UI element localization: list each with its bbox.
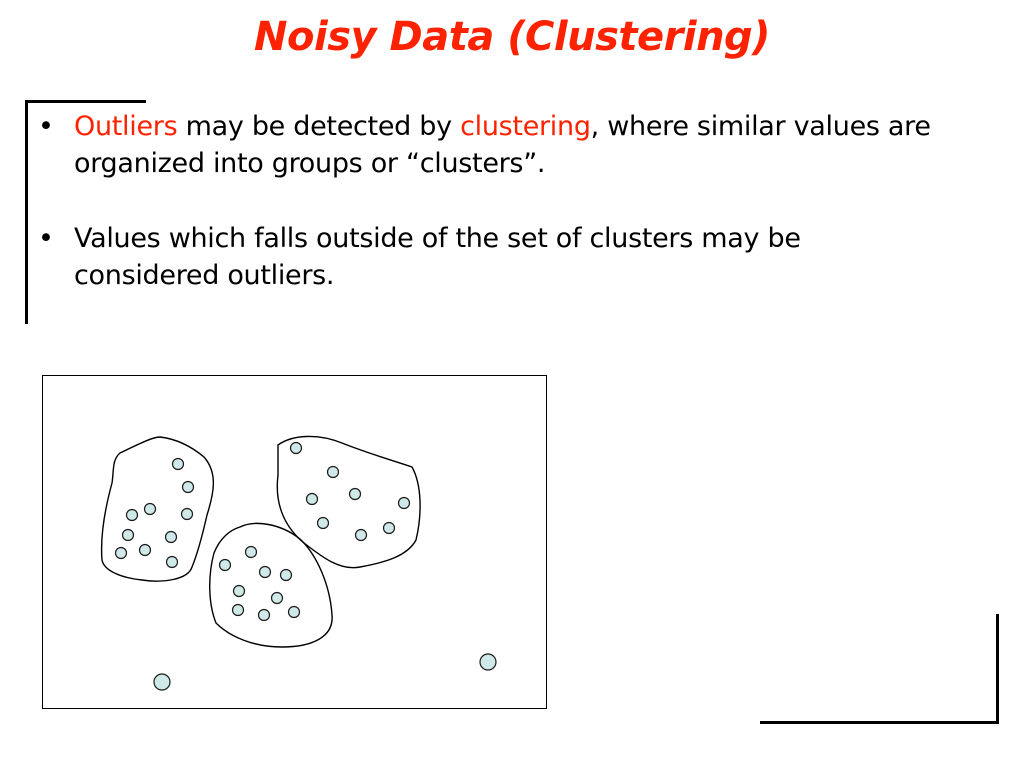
bracket-bottom-right-vertical bbox=[996, 614, 999, 724]
data-point bbox=[281, 570, 292, 581]
data-point bbox=[173, 459, 184, 470]
outlier-point bbox=[480, 654, 496, 670]
bullet-item bbox=[34, 220, 934, 294]
data-point bbox=[145, 504, 156, 515]
data-point bbox=[328, 467, 339, 478]
data-point bbox=[127, 510, 138, 521]
bullet-text: Values which falls outside of the set of clusters may be considered outliers. bbox=[74, 223, 801, 291]
data-point bbox=[318, 518, 329, 529]
bracket-top-left-vertical bbox=[25, 100, 28, 324]
data-point bbox=[233, 605, 244, 616]
bracket-top-left-horizontal bbox=[25, 100, 146, 103]
bullet-list bbox=[34, 108, 934, 294]
data-point bbox=[167, 557, 178, 568]
highlight-term-clustering: clustering bbox=[460, 111, 591, 142]
slide-title: Noisy Data (Clustering) bbox=[254, 14, 770, 60]
data-point bbox=[259, 610, 270, 621]
data-point bbox=[246, 547, 257, 558]
bullet-symbol: • bbox=[38, 223, 54, 254]
diagram-frame bbox=[43, 376, 547, 709]
outlier-point bbox=[154, 674, 170, 690]
data-point bbox=[182, 509, 193, 520]
bullet-text: may be detected by bbox=[177, 111, 461, 142]
data-point bbox=[234, 586, 245, 597]
highlight-term-outliers: Outliers bbox=[74, 111, 178, 142]
data-point bbox=[183, 482, 194, 493]
bullet-text: , where similar values are organized into groups or “clusters”. bbox=[74, 111, 931, 179]
data-point bbox=[260, 567, 271, 578]
cluster-diagram bbox=[42, 375, 547, 709]
data-point bbox=[307, 494, 318, 505]
data-point bbox=[220, 560, 231, 571]
data-point bbox=[140, 545, 151, 556]
data-point bbox=[116, 548, 127, 559]
bracket-bottom-right-horizontal bbox=[760, 721, 999, 724]
data-point bbox=[384, 523, 395, 534]
data-point bbox=[356, 530, 367, 541]
data-point bbox=[291, 443, 302, 454]
data-point bbox=[123, 530, 134, 541]
data-point bbox=[272, 593, 283, 604]
bullet-item bbox=[34, 108, 934, 182]
bullet-symbol: • bbox=[38, 111, 54, 142]
data-point bbox=[289, 607, 300, 618]
data-point bbox=[399, 498, 410, 509]
data-point bbox=[350, 489, 361, 500]
data-point bbox=[166, 532, 177, 543]
